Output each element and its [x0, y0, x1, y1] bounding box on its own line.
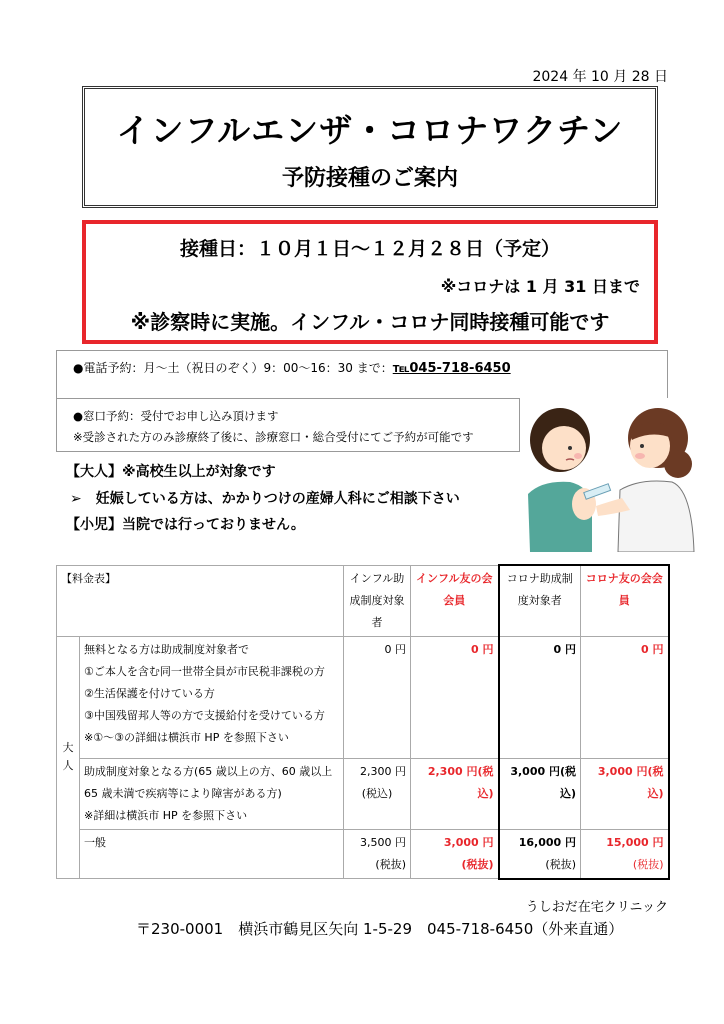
vaccination-period: 接種日：１０月１日～１２月２８日（予定） — [179, 238, 560, 260]
document-date: 2024 年 10 月 28 日 — [532, 69, 668, 85]
subsidy-flu-subsidy-price — [344, 758, 411, 829]
subsidy-flu-subsidy-tax: (税込) — [361, 786, 393, 800]
fee-table-label: 【料金表】 — [57, 565, 344, 636]
row-general-desc: 一般 — [80, 829, 344, 879]
adult-target-note: 【大人】※高校生以上が対象です — [66, 464, 276, 480]
subsidy-flu-member-price: 2,300 円(税込) — [411, 758, 499, 829]
free-covid-member-price: 0 円 — [581, 636, 669, 758]
clinic-address: 〒230-0001 横浜市鶴見区矢向 1-5-29 045-718-6450（外来直通） — [136, 920, 624, 938]
general-flu-subsidy-tax: (税抜) — [375, 857, 406, 871]
phone-number: ℡045-718-6450 — [392, 361, 511, 376]
row-free-desc-line: 無料となる方は助成制度対象者で — [84, 642, 249, 656]
general-flu-member-price — [411, 829, 499, 879]
row-free-desc — [80, 636, 344, 758]
vaccination-date-notice — [82, 220, 658, 344]
subsidy-flu-subsidy-amount: 2,300 円 — [360, 764, 406, 778]
general-flu-member-tax: (税抜) — [461, 857, 494, 871]
general-flu-member-amount: 3,000 円 — [443, 835, 494, 849]
free-covid-subsidy-price: 0 円 — [499, 636, 581, 758]
vaccination-illustration — [522, 394, 698, 552]
pregnancy-note: ➢ 妊娠している方は、かかりつけの産婦人科にご相談下さい — [70, 491, 460, 507]
main-title: インフルエンザ・コロナワクチン — [116, 111, 624, 150]
header-flu-subsidy: インフル助成制度対象者 — [344, 565, 411, 636]
title-box — [82, 86, 658, 208]
general-flu-subsidy-amount: 3,500 円 — [360, 835, 406, 849]
row-free-desc-line: ①ご本人を含む同一世帯全員が市民税非課税の方 — [84, 664, 325, 678]
row-free-desc-line: ②生活保護を付けている方 — [84, 686, 215, 700]
general-flu-subsidy-price — [344, 829, 411, 879]
general-covid-member-price — [581, 829, 669, 879]
row-free-desc-line: ※①～③の詳細は横浜市 HP を参照下さい — [84, 730, 289, 744]
general-covid-subsidy-price — [499, 829, 581, 879]
adult-group-label: 大人 — [57, 636, 80, 879]
phone-reservation-text: ●電話予約：月～土（祝日のぞく）9：00～16：30 まで： — [73, 361, 393, 375]
subsidy-covid-subsidy-price: 3,000 円(税込) — [499, 758, 581, 829]
covid-deadline: ※コロナは 1 月 31 日まで — [440, 277, 640, 296]
window-reservation: ●窓口予約：受付でお申し込み頂けます — [73, 409, 279, 423]
window-reservation-box — [56, 398, 520, 452]
phone-reservation — [73, 359, 511, 376]
row-subsidy-desc-line: 助成制度対象となる方(65 歳以上の方、60 歳以上 65 歳未満で疾病等により障害がある方) — [84, 764, 333, 800]
general-covid-member-amount: 15,000 円 — [606, 835, 664, 849]
row-subsidy-desc — [80, 758, 344, 829]
general-covid-subsidy-amount: 16,000 円 — [518, 835, 576, 849]
row-subsidy-desc-line: ※詳細は横浜市 HP を参照下さい — [84, 808, 248, 822]
window-reservation-note: ※受診された方のみ診療終了後に、診療窓口・総合受付にてご予約が可能です — [73, 430, 474, 444]
fee-table — [56, 564, 670, 880]
header-covid-member: コロナ友の会会員 — [581, 565, 669, 636]
general-covid-member-tax: (税抜) — [632, 857, 664, 871]
general-covid-subsidy-tax: (税抜) — [545, 857, 576, 871]
header-covid-subsidy: コロナ助成制度対象者 — [499, 565, 581, 636]
free-flu-subsidy-price: 0 円 — [344, 636, 411, 758]
header-flu-member: インフル友の会会員 — [411, 565, 499, 636]
child-note: 【小児】当院では行っておりません。 — [66, 517, 305, 533]
subsidy-covid-member-price: 3,000 円(税込) — [581, 758, 669, 829]
sub-title: 予防接種のご案内 — [281, 166, 458, 191]
row-free-desc-line: ③中国残留邦人等の方で支援給付を受けている方 — [84, 708, 325, 722]
simultaneous-note: ※診察時に実施。インフル・コロナ同時接種可能です — [130, 310, 610, 334]
free-flu-member-price: 0 円 — [411, 636, 499, 758]
clinic-name: うしおだ在宅クリニック — [525, 900, 668, 915]
phone-reservation-box — [56, 350, 668, 398]
